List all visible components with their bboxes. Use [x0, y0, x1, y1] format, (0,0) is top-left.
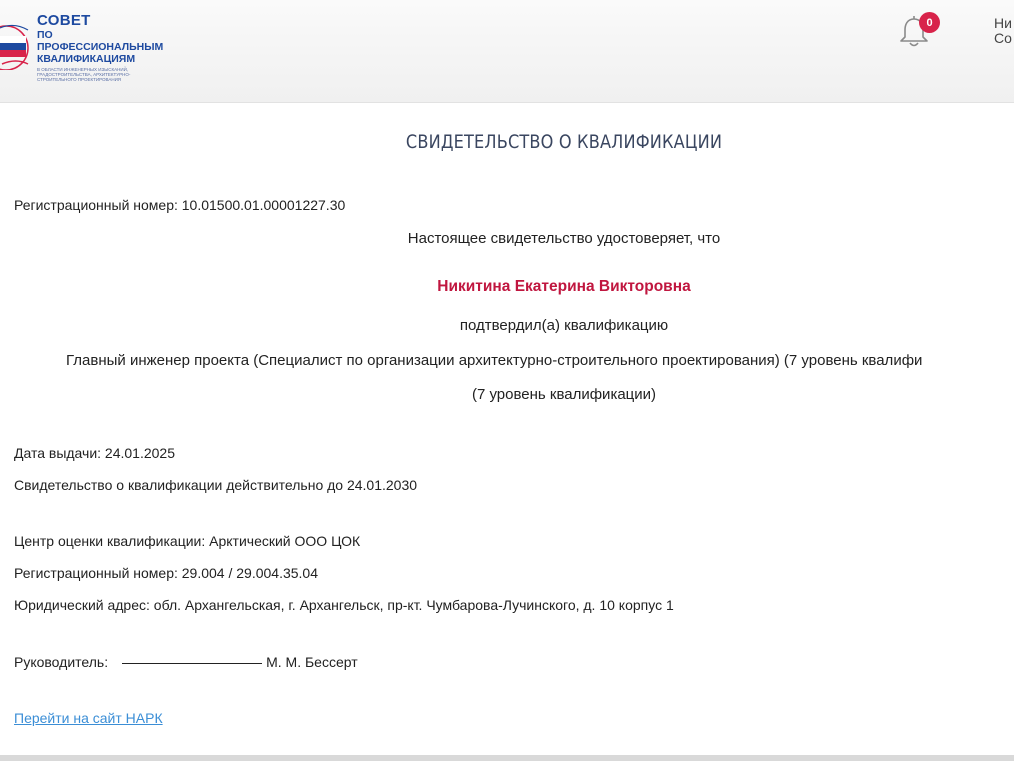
council-logo[interactable]: [0, 12, 170, 82]
logo-line-4: В ОБЛАСТИ ИНЖЕНЕРНЫХ ИЗЫСКАНИЙ, ГРАДОСТРОИТЕЛЬСТВА, АРХИТЕКТУРНО-СТРОИТЕЛЬНОГО ПРОЕКТИРОВАНИЯ: [37, 67, 131, 82]
nark-link-row: [14, 710, 163, 726]
confirmed-text: подтвердил(а) квалификацию: [459, 317, 669, 334]
issue-date: Дата выдачи: 24.01.2025: [14, 445, 175, 461]
qualification-title: Главный инженер проекта (Специалист по организации архитектурно-строительного проектирования) (7 уровень квалифи: [66, 352, 923, 369]
user-menu[interactable]: [994, 16, 1012, 46]
logo-text: [37, 12, 170, 82]
center-registration-number: Регистрационный номер: 29.004 / 29.004.35.04: [14, 565, 319, 581]
certificate-panel: [0, 103, 1014, 755]
notification-count-badge[interactable]: 0: [919, 12, 940, 33]
logo-line-3: КВАЛИФИКАЦИЯМ: [37, 53, 136, 65]
logo-line-2: ПО ПРОФЕССИОНАЛЬНЫМ: [37, 29, 164, 53]
user-name-line-1: Ни: [994, 15, 1012, 31]
registration-number: Регистрационный номер: 10.01500.01.00001227.30: [14, 197, 346, 213]
page-title: СВИДЕТЕЛЬСТВО О КВАЛИФИКАЦИИ: [405, 131, 723, 153]
certifies-text: Настоящее свидетельство удостоверяет, что: [407, 230, 721, 247]
signature-row: [14, 654, 358, 670]
holder-name-row: [0, 278, 1014, 296]
bottom-divider: [0, 755, 1014, 761]
head-name: М. М. Бессерт: [266, 654, 358, 670]
signature-line: [122, 663, 262, 664]
user-name-line-2: Со: [994, 30, 1012, 46]
logo-line-1: СОВЕТ: [37, 12, 91, 29]
head-label: Руководитель:: [14, 654, 109, 670]
legal-address: Юридический адрес: обл. Архангельская, г. Архангельск, пр-кт. Чумбарова-Лучинского, д. 10 корпус 1: [14, 597, 674, 613]
holder-name: Никитина Екатерина Викторовна: [437, 278, 691, 295]
valid-until: Свидетельство о квалификации действительно до 24.01.2030: [14, 477, 418, 493]
qualification-level: (7 уровень квалификации): [471, 386, 657, 403]
logo-emblem-icon: [0, 14, 32, 70]
assessment-center: Центр оценки квалификации: Арктический ООО ЦОК: [14, 533, 361, 549]
site-header: [0, 0, 1014, 103]
nark-site-link[interactable]: Перейти на сайт НАРК: [14, 710, 163, 726]
